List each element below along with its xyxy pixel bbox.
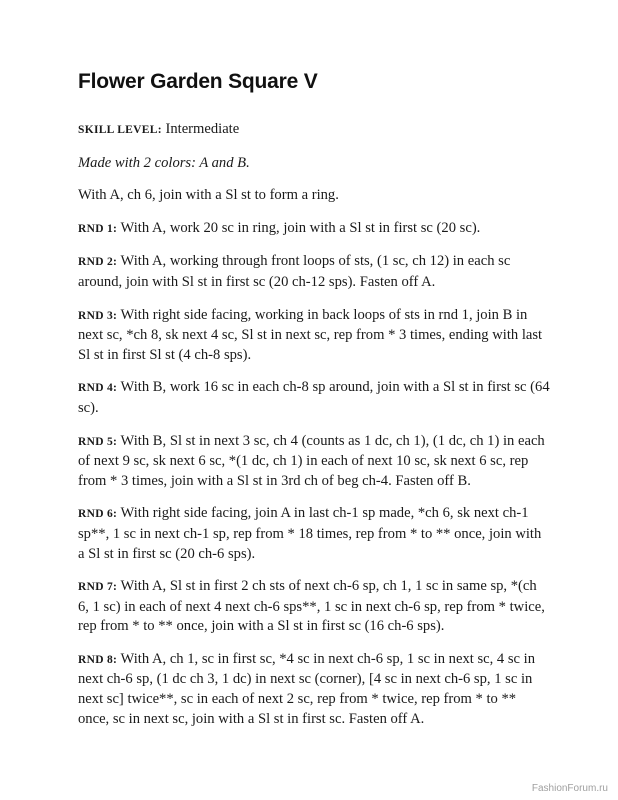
round-4 [78,378,550,418]
round-text: With A, Sl st in first 2 ch sts of next ch-6 sp, ch 1, 1 sc in same sp, *(ch 6, 1 sc) in each of next 4 next ch-6 sps**, 1 sc in next ch-6 sp, rep from * twice, rep from * to ** once, join with a Sl st in first sc (16 ch-6 sps). [78,578,545,635]
colors-note: Made with 2 colors: A and B. [78,154,250,171]
watermark: FashionForum.ru [531,783,608,794]
round-text: With A, working through front loops of sts, (1 sc, ch 12) in each sc around, join with Sl st in first sc (20 ch-12 sps). Fasten off A. [78,253,511,290]
round-text: With right side facing, working in back loops of sts in rnd 1, join B in next sc, *ch 8, sk next 4 sc, Sl st in next sc, rep from * 3 times, ending with last Sl st in first Sl st (4 ch-8 sps). [78,306,543,363]
round-text: With A, work 20 sc in ring, join with a Sl st in first sc (20 sc). [117,219,481,236]
round-text: With B, Sl st in next 3 sc, ch 4 (counts as 1 dc, ch 1), (1 dc, ch 1) in each of next 9 sc, sk next 6 sc, *(1 dc, ch 1) in each of next 10 sc, sk next 6 sc, rep from * 3 times, join with a Sl st in 3rd ch of beg ch-4. Fasten off B. [78,432,545,489]
round-label: RND 6: [78,508,118,521]
intro-instruction: With A, ch 6, join with a Sl st to form a ring. [78,187,339,204]
page-title: Flower Garden Square V [78,70,318,93]
round-6 [78,504,550,564]
round-label: RND 3: [78,309,118,322]
round-text: With B, work 16 sc in each ch-8 sp around, join with a Sl st in first sc (64 sc). [78,379,550,416]
round-2 [78,252,550,292]
round-label: RND 8: [78,653,118,666]
round-7 [78,577,550,637]
round-label: RND 1: [78,222,118,235]
skill-level-label: SKILL LEVEL [78,124,158,136]
round-8 [78,650,550,729]
round-3 [78,306,550,366]
pattern-page [78,70,550,742]
skill-level-colon: : [157,124,162,136]
round-text: With right side facing, join A in last ch-1 sp made, *ch 6, sk next ch-1 sp**, 1 sc in next ch-1 sp, rep from * 18 times, rep from * to ** once, join with a Sl st in first sc (20 ch-6 sps). [78,505,542,562]
round-label: RND 7: [78,581,118,594]
round-text: With A, ch 1, sc in first sc, *4 sc in next ch-6 sp, 1 sc in next sc, 4 sc in next ch-6 sp, (1 dc ch 3, 1 dc) in next sc (corner), [4 sc in next ch-6 sp, 1 sc in next sc] twice**, sc in each of next 2 sc, rep from * twice, rep from * to ** once, sc in next sc, join with a Sl st in first sc. Fasten off A. [78,650,536,727]
round-label: RND 5: [78,435,118,448]
round-label: RND 2: [78,256,118,269]
skill-level-line [78,120,550,141]
round-1 [78,219,550,240]
skill-level-value: Intermediate [161,121,240,137]
round-5 [78,432,550,492]
round-label: RND 4: [78,382,118,395]
